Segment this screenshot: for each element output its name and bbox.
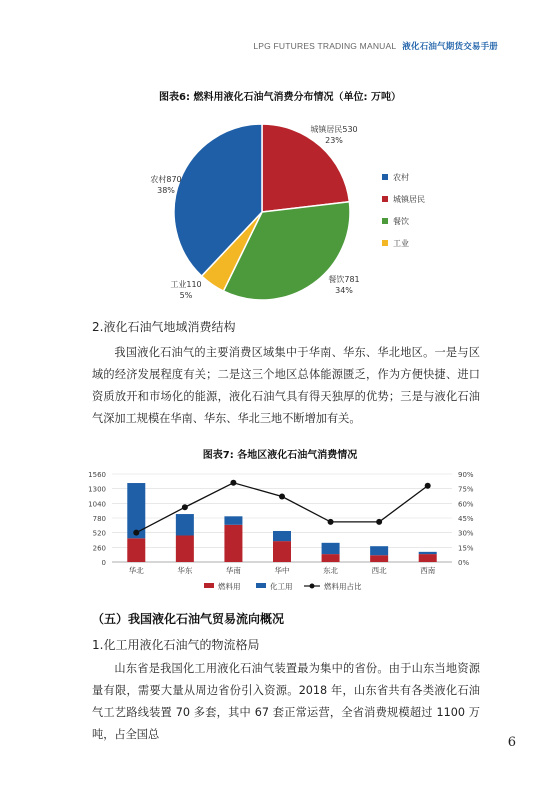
pie-label-urban-name: 城镇居民530 [310,125,358,134]
pie-label-industry-pct: 5% [179,291,193,300]
bar-chem [273,531,291,541]
bar-fuel [273,541,291,562]
legend-marker-ratio [310,584,315,589]
y-left-tick-label: 520 [92,529,106,538]
y-right-tick-label: 30% [458,529,474,538]
x-category-label: 西北 [371,566,387,575]
header-en: LPG FUTURES TRADING MANUAL [253,41,397,51]
y-left-tick-label: 1560 [88,471,106,479]
ratio-point [425,483,431,489]
bar-fuel [370,555,388,562]
y-right-tick-label: 90% [458,471,474,479]
pie-label-rural-name: 农村870 [150,175,182,184]
pie-label-rural-pct: 38% [157,186,175,195]
ratio-point [182,504,188,510]
pie-chart [0,112,560,322]
bar-chart-title: 图表7: 各地区液化石油气消费情况 [202,450,358,461]
y-left-tick-label: 0 [101,559,106,567]
bar-fuel [419,554,437,562]
bar-fuel [176,535,194,562]
legend-label-urban: 城镇居民 [393,195,425,204]
page-number: 6 [507,735,516,750]
y-left-tick-label: 1040 [88,500,106,509]
ratio-point [133,530,139,536]
bar-fuel [322,554,340,562]
bar-fuel [224,525,242,562]
bar-chem [370,546,388,555]
legend-label-rural: 农村 [393,173,409,182]
paragraph-shandong: 山东省是我国化工用液化石油气装置最为集中的省份。由于山东当地资源量有限，需要大量从周边省份引入资源。2018 年，山东省共有各类液化石油气工艺路线装置 70 多套，其中 67 套正常运营，全省消费规模超过 1100 万吨，占全国总 [92,662,480,741]
bar-chart [0,462,560,602]
y-left-tick-label: 260 [92,544,106,553]
ratio-point [328,519,334,525]
section-heading-1: 1.化工用液化石油气的物流格局 [92,638,260,652]
bar-chem [224,516,242,524]
pie-label-catering-pct: 34% [335,286,353,295]
x-category-label: 华南 [225,566,241,575]
legend-swatch-chem [256,583,266,588]
paragraph-regional: 我国液化石油气的主要消费区域集中于华南、华东、华北地区。一是与区域的经济发展程度有关；二是这三个地区总体能源匮乏，作为方便快捷、进口资质放开和市场化的能源，液化石油气具有得天独厚的优势；三是与液化石油气深加工规模在华南、华东、华北三地不断增加有关。 [92,346,480,425]
bar-chem [419,552,437,554]
x-category-label: 华东 [177,566,193,575]
legend-swatch-fuel [204,583,214,588]
legend-label-fuel: 燃料用 [218,582,241,591]
ratio-point [230,480,236,486]
bar-chem [176,514,194,535]
x-category-label: 华中 [274,566,290,575]
ratio-point [376,519,382,525]
legend-label-industry: 工业 [393,239,409,248]
legend-swatch-urban [382,196,388,202]
pie-label-catering-name: 餐饮781 [328,275,360,284]
section-heading-2: 2.液化石油气地域消费结构 [92,320,236,334]
bar-chem [322,543,340,554]
y-right-tick-label: 75% [458,485,474,494]
legend-label-chem: 化工用 [270,582,293,591]
y-right-tick-label: 60% [458,500,474,509]
legend-label-catering: 餐饮 [393,217,409,226]
legend-swatch-rural [382,174,388,180]
legend-swatch-industry [382,240,388,246]
y-left-tick-label: 1300 [88,485,106,494]
bar-fuel [127,538,145,562]
y-right-tick-label: 15% [458,544,474,553]
x-category-label: 华北 [128,566,144,575]
y-right-tick-label: 45% [458,515,474,523]
legend-label-ratio: 燃料用占比 [324,582,362,591]
x-category-label: 西南 [420,566,436,575]
section-heading-5: （五）我国液化石油气贸易流向概况 [92,612,285,626]
x-category-label: 东北 [323,566,339,575]
pie-label-urban-pct: 23% [325,136,343,145]
ratio-point [279,493,285,499]
running-header [253,40,498,52]
y-left-tick-label: 780 [92,515,106,523]
pie-label-industry-name: 工业110 [170,280,202,289]
legend-swatch-catering [382,218,388,224]
header-cn: 液化石油气期货交易手册 [402,42,498,52]
y-right-tick-label: 0% [458,559,470,567]
pie-chart-title: 图表6: 燃料用液化石油气消费分布情况（单位: 万吨） [159,92,401,103]
